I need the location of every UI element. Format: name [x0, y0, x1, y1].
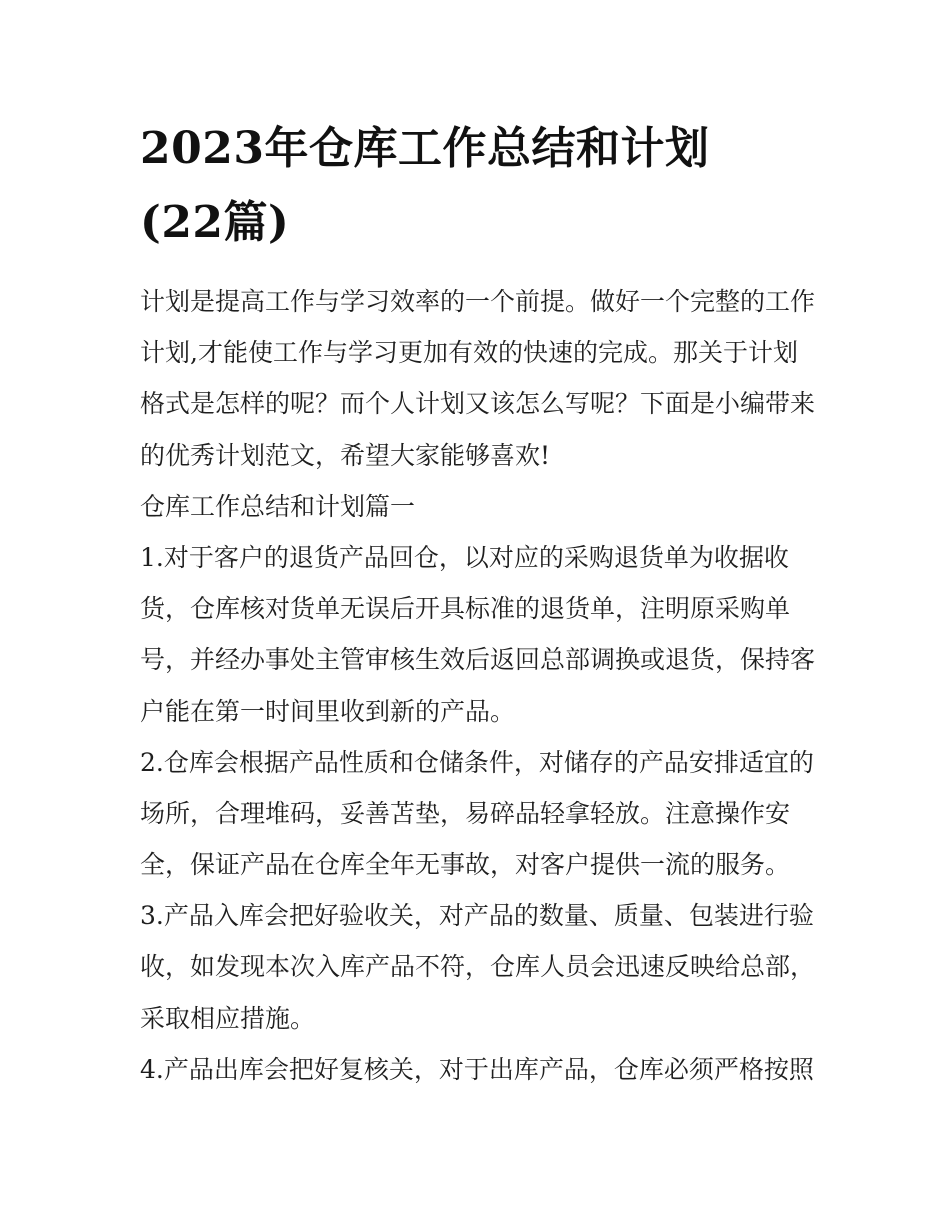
document-body — [140, 276, 830, 1095]
item-3-line: 采取相应措施。 — [140, 1003, 316, 1033]
section-heading: 仓库工作总结和计划篇一 — [140, 491, 416, 521]
item-3-line: 3.产品入库会把好验收关，对产品的数量、质量、包装进行验 — [140, 901, 814, 931]
title-line: 2023年仓库工作总结和计划 — [140, 123, 710, 174]
intro-line: 的优秀计划范文，希望大家能够喜欢! — [140, 440, 551, 470]
item-1-line: 户能在第一时间里收到新的产品。 — [140, 696, 516, 726]
title-line: (22篇) — [140, 197, 290, 248]
intro-line: 计划,才能使工作与学习更加有效的快速的完成。那关于计划 — [140, 338, 798, 368]
document-title — [140, 112, 820, 260]
intro-line: 计划是提高工作与学习效率的一个前提。做好一个完整的工作 — [140, 287, 816, 316]
item-2-line: 场所，合理堆码，妥善苫垫，易碎品轻拿轻放。注意操作安 — [140, 798, 791, 828]
item-1-line: 1.对于客户的退货产品回仓，以对应的采购退货单为收据收 — [140, 542, 789, 572]
item-1-line: 货，仓库核对货单无误后开具标准的退货单，注明原采购单 — [140, 594, 791, 624]
item-3-line: 收，如发现本次入库产品不符，仓库人员会迅速反映给总部， — [140, 952, 816, 982]
item-1-line: 号，并经办事处主管审核生效后返回总部调换或退货，保持客 — [140, 645, 816, 675]
item-4-line: 4.产品出库会把好复核关，对于出库产品，仓库必须严格按照 — [140, 1054, 814, 1084]
intro-line: 格式是怎样的呢？而个人计划又该怎么写呢？下面是小编带来 — [140, 389, 816, 419]
item-2-line: 2.仓库会根据产品性质和仓储条件，对储存的产品安排适宜的 — [140, 747, 814, 777]
item-2-line: 全，保证产品在仓库全年无事故，对客户提供一流的服务。 — [140, 850, 791, 880]
